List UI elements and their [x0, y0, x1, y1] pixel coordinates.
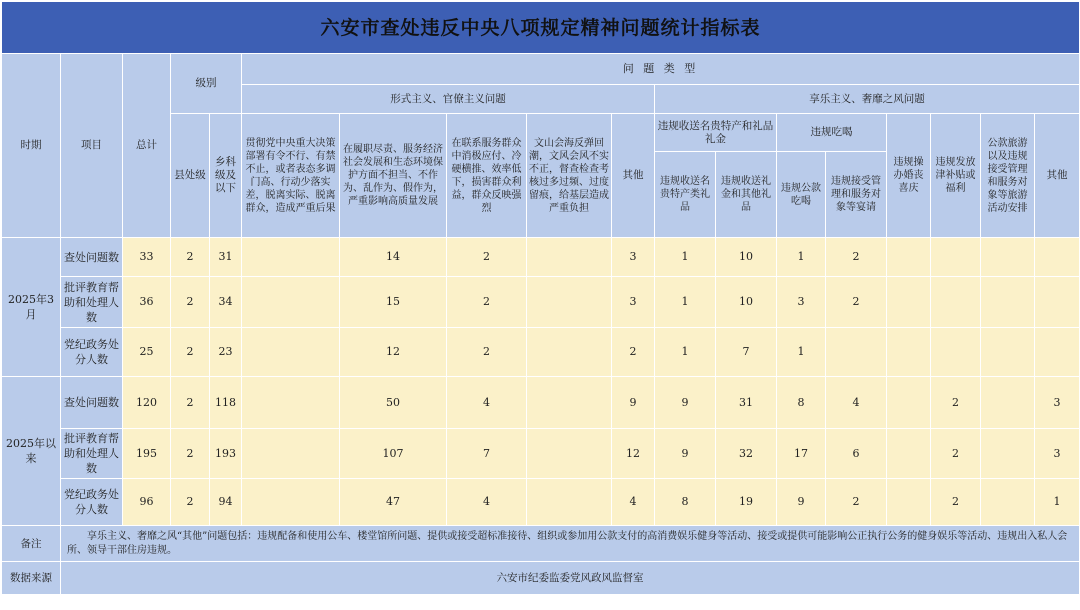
row-item: 批评教育帮助和处理人数 [61, 277, 123, 328]
cell-wedding [887, 377, 931, 429]
row-item: 党纪政务处分人数 [61, 479, 123, 526]
cell-township: 94 [210, 479, 242, 526]
header-item: 项目 [61, 54, 123, 238]
cell-wedding [887, 479, 931, 526]
cell-gift2: 7 [716, 328, 777, 377]
cell-f3: 7 [447, 429, 527, 479]
note-label: 备注 [2, 526, 61, 562]
cell-eat2: 2 [826, 277, 887, 328]
cell-travel [981, 238, 1035, 277]
cell-total: 36 [123, 277, 171, 328]
cell-travel [981, 377, 1035, 429]
header-formalism: 形式主义、官僚主义问题 [242, 85, 655, 114]
cell-eat2: 6 [826, 429, 887, 479]
cell-township: 118 [210, 377, 242, 429]
period-label: 2025年3月 [2, 238, 61, 377]
cell-subsidy: 2 [931, 429, 981, 479]
cell-f2: 14 [340, 238, 447, 277]
table-row [2, 328, 1080, 377]
table-title: 六安市查处违反中央八项规定精神问题统计指标表 [2, 2, 1080, 54]
cell-eat1: 9 [777, 479, 826, 526]
cell-f-other: 12 [612, 429, 655, 479]
cell-wedding [887, 429, 931, 479]
header-gift-1: 违规收送名贵特产类礼品 [655, 152, 716, 238]
cell-f3: 2 [447, 328, 527, 377]
cell-f4 [527, 277, 612, 328]
header-formalism-1: 贯彻党中央重大决策部署有令不行、有禁不止，或者表态多调门高、行动少落实差，脱离实际、脱离群众，造成严重后果 [242, 114, 340, 238]
table-row [2, 479, 1080, 526]
cell-county: 2 [171, 479, 210, 526]
cell-gift1: 1 [655, 238, 716, 277]
cell-county: 2 [171, 238, 210, 277]
cell-h-other: 3 [1035, 377, 1080, 429]
header-subsidy: 违规发放津补贴或福利 [931, 114, 981, 238]
cell-township: 23 [210, 328, 242, 377]
header-period: 时期 [2, 54, 61, 238]
cell-eat2 [826, 328, 887, 377]
cell-subsidy [931, 238, 981, 277]
cell-eat1: 3 [777, 277, 826, 328]
header-township-level: 乡科级及以下 [210, 114, 242, 238]
cell-h-other: 1 [1035, 479, 1080, 526]
cell-eat2: 2 [826, 479, 887, 526]
header-formalism-4: 文山会海反弹回潮，文风会风不实不正，督查检查考核过多过频、过度留痕，给基层造成严重负担 [527, 114, 612, 238]
cell-f4 [527, 328, 612, 377]
cell-total: 33 [123, 238, 171, 277]
cell-gift2: 32 [716, 429, 777, 479]
cell-gift2: 31 [716, 377, 777, 429]
header-eat-1: 违规公款吃喝 [777, 152, 826, 238]
cell-travel [981, 479, 1035, 526]
table-row [2, 429, 1080, 479]
header-wedding: 违规操办婚丧喜庆 [887, 114, 931, 238]
period-label: 2025年以来 [2, 377, 61, 526]
row-item: 查处问题数 [61, 238, 123, 277]
note-text: 享乐主义、奢靡之风“其他”问题包括：违规配备和使用公车、楼堂馆所问题、提供或接受超标准接待、组织或参加用公款支付的高消费娱乐健身等活动、接受或提供可能影响公正执行公务的健身娱乐等活动、违规出入私人会所、领导干部住房违规。 [61, 526, 1080, 562]
cell-gift1: 8 [655, 479, 716, 526]
statistics-table [1, 1, 1080, 595]
cell-h-other [1035, 328, 1080, 377]
header-eat-group: 违规吃喝 [777, 114, 887, 152]
cell-subsidy: 2 [931, 479, 981, 526]
cell-f3: 4 [447, 377, 527, 429]
cell-f1 [242, 377, 340, 429]
cell-f3: 2 [447, 238, 527, 277]
cell-township: 31 [210, 238, 242, 277]
cell-total: 120 [123, 377, 171, 429]
cell-gift2: 19 [716, 479, 777, 526]
cell-f2: 47 [340, 479, 447, 526]
header-formalism-2: 在履职尽责、服务经济社会发展和生态环境保护方面不担当、不作为、乱作为、假作为，严重影响高质量发展 [340, 114, 447, 238]
cell-f4 [527, 429, 612, 479]
cell-subsidy: 2 [931, 377, 981, 429]
header-level: 级别 [171, 54, 242, 114]
cell-travel [981, 429, 1035, 479]
header-gift-2: 违规收送礼金和其他礼品 [716, 152, 777, 238]
cell-total: 195 [123, 429, 171, 479]
cell-f4 [527, 479, 612, 526]
row-item: 查处问题数 [61, 377, 123, 429]
header-travel: 公款旅游以及违规接受管理和服务对象等旅游活动安排 [981, 114, 1035, 238]
cell-gift1: 1 [655, 277, 716, 328]
header-hedonism-other: 其他 [1035, 114, 1080, 238]
table-row [2, 377, 1080, 429]
cell-f1 [242, 238, 340, 277]
cell-f3: 4 [447, 479, 527, 526]
cell-wedding [887, 238, 931, 277]
cell-f-other: 4 [612, 479, 655, 526]
cell-f1 [242, 479, 340, 526]
cell-eat2: 2 [826, 238, 887, 277]
cell-county: 2 [171, 328, 210, 377]
row-item: 党纪政务处分人数 [61, 328, 123, 377]
cell-f-other: 9 [612, 377, 655, 429]
cell-total: 25 [123, 328, 171, 377]
cell-f2: 50 [340, 377, 447, 429]
table-row [2, 238, 1080, 277]
cell-f2: 15 [340, 277, 447, 328]
cell-eat1: 17 [777, 429, 826, 479]
cell-travel [981, 277, 1035, 328]
source-text: 六安市纪委监委党风政风监督室 [61, 562, 1080, 595]
header-formalism-3: 在联系服务群众中消极应付、冷硬横推、效率低下，损害群众利益，群众反映强烈 [447, 114, 527, 238]
header-eat-2: 违规接受管理和服务对象等宴请 [826, 152, 887, 238]
table-row [2, 277, 1080, 328]
header-hedonism: 享乐主义、奢靡之风问题 [655, 85, 1080, 114]
cell-gift2: 10 [716, 277, 777, 328]
cell-township: 193 [210, 429, 242, 479]
row-item: 批评教育帮助和处理人数 [61, 429, 123, 479]
cell-eat1: 1 [777, 328, 826, 377]
header-formalism-other: 其他 [612, 114, 655, 238]
cell-total: 96 [123, 479, 171, 526]
cell-f2: 107 [340, 429, 447, 479]
cell-f1 [242, 429, 340, 479]
cell-gift1: 9 [655, 377, 716, 429]
cell-county: 2 [171, 377, 210, 429]
cell-f-other: 2 [612, 328, 655, 377]
cell-subsidy [931, 277, 981, 328]
header-gift-group: 违规收送名贵特产和礼品礼金 [655, 114, 777, 152]
cell-h-other [1035, 277, 1080, 328]
header-problem-type: 问 题 类 型 [242, 54, 1080, 85]
cell-wedding [887, 277, 931, 328]
cell-h-other: 3 [1035, 429, 1080, 479]
cell-subsidy [931, 328, 981, 377]
source-label: 数据来源 [2, 562, 61, 595]
cell-f4 [527, 238, 612, 277]
cell-f4 [527, 377, 612, 429]
cell-f1 [242, 277, 340, 328]
cell-gift1: 1 [655, 328, 716, 377]
cell-eat2: 4 [826, 377, 887, 429]
header-county-level: 县处级 [171, 114, 210, 238]
cell-f1 [242, 328, 340, 377]
cell-h-other [1035, 238, 1080, 277]
cell-county: 2 [171, 429, 210, 479]
cell-gift2: 10 [716, 238, 777, 277]
cell-county: 2 [171, 277, 210, 328]
cell-f3: 2 [447, 277, 527, 328]
cell-travel [981, 328, 1035, 377]
cell-wedding [887, 328, 931, 377]
cell-f-other: 3 [612, 277, 655, 328]
cell-f-other: 3 [612, 238, 655, 277]
cell-township: 34 [210, 277, 242, 328]
cell-eat1: 1 [777, 238, 826, 277]
cell-f2: 12 [340, 328, 447, 377]
cell-eat1: 8 [777, 377, 826, 429]
cell-gift1: 9 [655, 429, 716, 479]
header-total: 总计 [123, 54, 171, 238]
